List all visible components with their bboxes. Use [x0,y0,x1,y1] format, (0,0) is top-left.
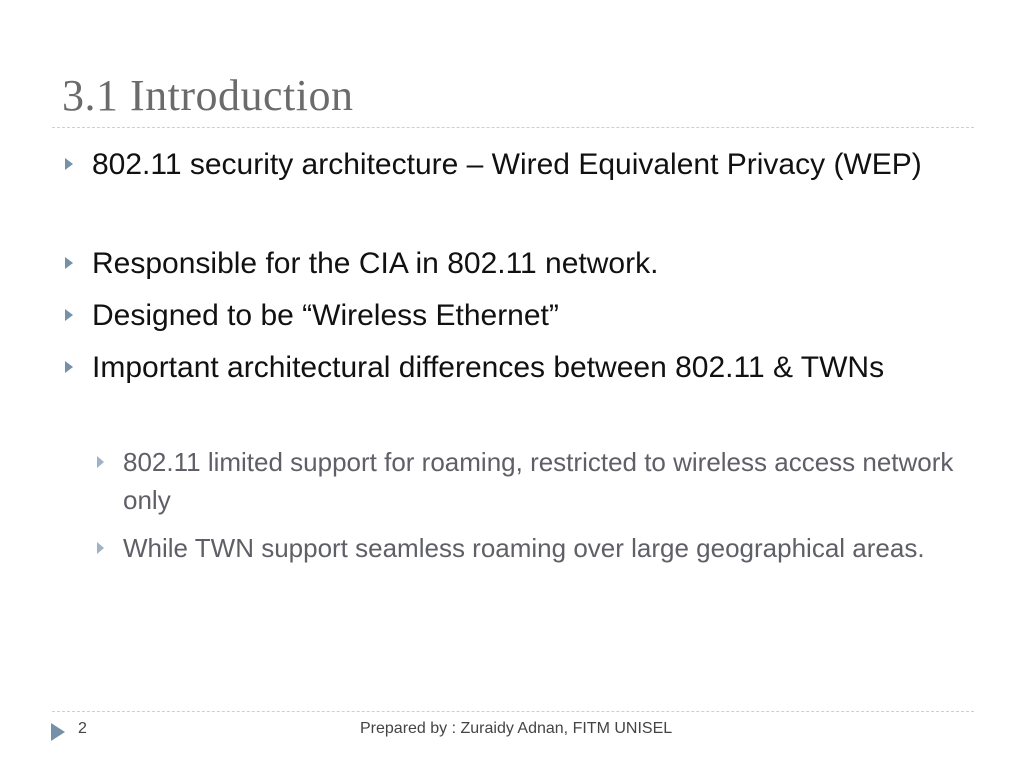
bullet-arrow-icon [65,361,73,373]
bullet-arrow-icon [65,257,73,269]
title-divider [52,127,974,128]
bullet-item [92,346,952,390]
bullet-text: 802.11 security architecture – Wired Equivalent Privacy (WEP) [92,148,922,181]
footer-credit: Prepared by : Zuraidy Adnan, FITM UNISEL [360,720,673,737]
sub-bullet-arrow-icon [97,456,104,468]
bullet-item [92,294,952,338]
bullet-text: Important architectural differences between 802.11 & TWNs [92,351,885,384]
bullet-item [92,242,952,286]
sub-bullet-arrow-icon [97,542,104,554]
slide-title: 3.1 Introduction [62,71,354,120]
sub-bullet-item [123,443,973,519]
bullet-text: Responsible for the CIA in 802.11 network. [92,247,659,280]
bullet-arrow-icon [65,309,73,321]
bullet-item [92,143,952,187]
bullet-arrow-icon [65,158,73,170]
sub-bullet-text: While TWN support seamless roaming over large geographical areas. [123,533,925,563]
sub-bullet-text: 802.11 limited support for roaming, restricted to wireless access network only [123,447,954,515]
sub-bullet-item [123,529,973,567]
bullet-text: Designed to be “Wireless Ethernet” [92,299,559,332]
page-number: 2 [78,720,87,737]
footer-divider [52,711,974,712]
footer-arrow-icon [51,723,65,741]
